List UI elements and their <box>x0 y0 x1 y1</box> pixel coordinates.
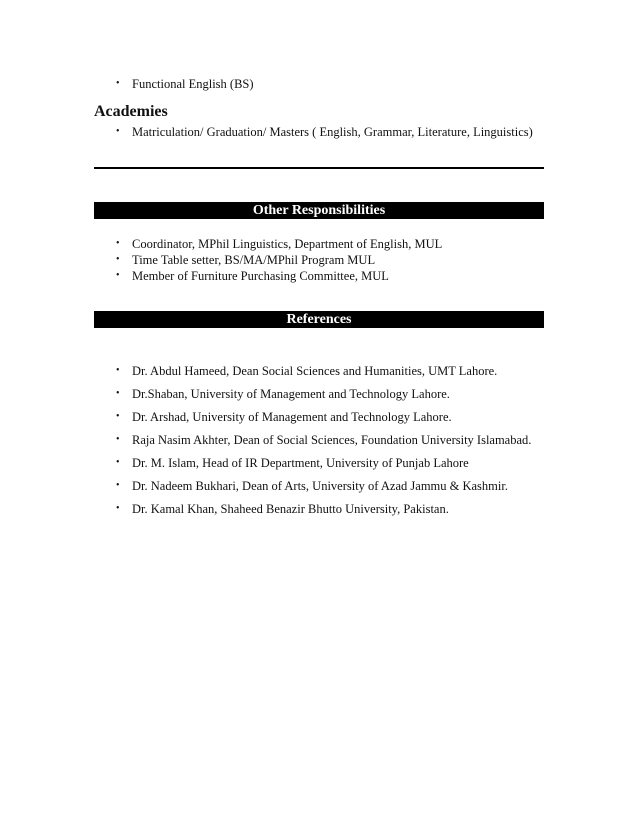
list-item-text: Dr. Abdul Hameed, Dean Social Sciences and Humanities, UMT Lahore. <box>132 364 498 378</box>
list-item-text: Member of Furniture Purchasing Committee, MUL <box>132 269 389 283</box>
teaching-list <box>94 76 544 92</box>
list-item-text: Dr. M. Islam, Head of IR Department, University of Punjab Lahore <box>132 456 469 470</box>
academies-list <box>94 124 544 140</box>
list-item-text: Dr.Shaban, University of Management and Technology Lahore. <box>132 387 450 401</box>
other-responsibilities-heading: Other Responsibilities <box>94 202 544 219</box>
list-item <box>94 268 544 284</box>
references-heading: References <box>94 311 544 328</box>
list-item-text: Dr. Nadeem Bukhari, Dean of Arts, University of Azad Jammu & Kashmir. <box>132 479 508 493</box>
references-list <box>94 363 544 524</box>
list-item-text: Functional English (BS) <box>132 77 254 91</box>
bullet-icon: • <box>116 434 120 445</box>
bullet-icon: • <box>116 238 120 249</box>
bullet-icon: • <box>116 270 120 281</box>
bullet-icon: • <box>116 78 120 89</box>
list-item-text: Coordinator, MPhil Linguistics, Department of English, MUL <box>132 237 443 251</box>
list-item-text: Dr. Kamal Khan, Shaheed Benazir Bhutto University, Pakistan. <box>132 502 449 516</box>
section-divider <box>94 167 544 169</box>
list-item-text: Dr. Arshad, University of Management and Technology Lahore. <box>132 410 452 424</box>
bullet-icon: • <box>116 254 120 265</box>
list-item <box>94 236 544 252</box>
list-item <box>94 363 544 379</box>
list-item <box>94 501 544 517</box>
bullet-icon: • <box>116 503 120 514</box>
other-responsibilities-list <box>94 236 544 284</box>
list-item <box>94 455 544 471</box>
bullet-icon: • <box>116 388 120 399</box>
list-item <box>94 409 544 425</box>
list-item-text: Raja Nasim Akhter, Dean of Social Sciences, Foundation University Islamabad. <box>132 433 532 447</box>
bullet-icon: • <box>116 411 120 422</box>
list-item <box>94 432 544 448</box>
list-item <box>94 252 544 268</box>
bullet-icon: • <box>116 365 120 376</box>
bullet-icon: • <box>116 480 120 491</box>
list-item <box>94 76 544 92</box>
list-item <box>94 386 544 402</box>
list-item <box>94 124 544 140</box>
list-item-text: Matriculation/ Graduation/ Masters ( English, Grammar, Literature, Linguistics) <box>132 125 533 139</box>
list-item <box>94 478 544 494</box>
bullet-icon: • <box>116 457 120 468</box>
list-item-text: Time Table setter, BS/MA/MPhil Program MUL <box>132 253 376 267</box>
academies-heading: Academies <box>94 103 168 120</box>
bullet-icon: • <box>116 126 120 137</box>
